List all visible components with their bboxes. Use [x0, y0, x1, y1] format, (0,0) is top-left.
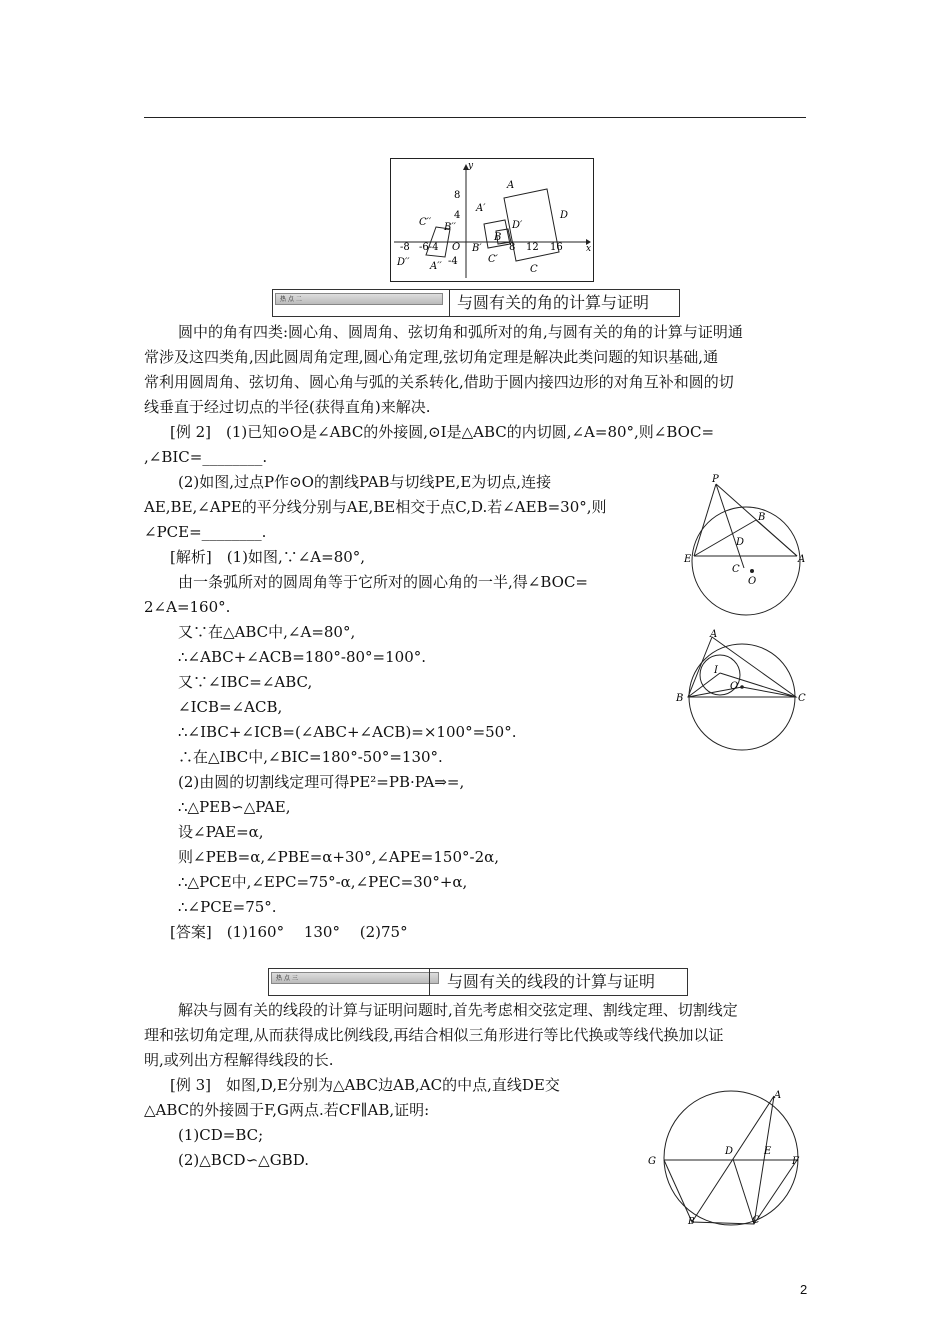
solution-line: ∴∠ABC+∠ACB=180°-80°=100°.	[178, 648, 427, 666]
x-axis-label: x	[586, 244, 592, 254]
label-B-double-prime: B′′	[444, 222, 456, 233]
label-D: D	[725, 1146, 734, 1157]
answer-line: [答案] (1)160° 130° (2)75°	[170, 923, 408, 941]
solution-line: ∴△PCE中,∠EPC=75°-α,∠PEC=30°+α,	[178, 873, 468, 891]
example-2-line: AE,BE,∠APE的平分线分别与AE,BE相交于点C,D.若∠AEB=30°,则	[144, 498, 607, 516]
text-line: 理和弦切角定理,从而获得成比例线段,再结合相似三角形进行等比代换或等线代换加以证	[144, 1026, 724, 1044]
header-rule	[144, 117, 806, 118]
solution-line: 由一条弧所对的圆周角等于它所对的圆心角的一半,得∠BOC=	[178, 573, 588, 591]
label-A: A	[710, 629, 718, 640]
label-D-double-prime: D′′	[397, 257, 410, 268]
label-D: D	[560, 210, 569, 221]
example-2-line: ,∠BIC=________.	[144, 448, 268, 466]
label-I: I	[714, 665, 718, 676]
section-tag: 热 点 二	[275, 293, 443, 305]
label-B: B	[688, 1217, 695, 1227]
label-C-prime: C′	[488, 254, 498, 265]
example-3-line: (2)△BCD∽△GBD.	[178, 1151, 309, 1169]
text-line: 圆中的角有四类:圆心角、圆周角、弦切角和弧所对的角,与圆有关的角的计算与证明通	[178, 323, 743, 341]
figure-secant-tangent	[682, 472, 812, 620]
label-A: A	[507, 180, 515, 191]
tick-xneg8: -8	[400, 242, 410, 253]
section-header-segments	[268, 968, 688, 996]
tick-xneg64: -6-4	[419, 242, 439, 253]
label-A-double-prime: A′′	[430, 261, 442, 272]
figure-coordinate-squares	[390, 158, 594, 282]
example-2-line: (2)如图,过点P作⊙O的割线PAB与切线PE,E为切点,连接	[178, 473, 552, 491]
text-line: 常涉及这四类角,因此圆周角定理,圆心角定理,弦切角定理是解决此类问题的知识基础,通	[144, 348, 719, 366]
label-C: C	[798, 693, 806, 704]
example-3-line: △ABC的外接圆于F,G两点.若CF∥AB,证明:	[144, 1101, 430, 1119]
tick-x12: 12	[526, 242, 539, 253]
section-divider	[449, 290, 450, 316]
section-title: 与圆有关的线段的计算与证明	[447, 972, 656, 991]
solution-line: 2∠A=160°.	[144, 598, 231, 616]
label-C: C	[732, 564, 740, 575]
label-B: B	[758, 512, 766, 523]
label-O: O	[730, 681, 739, 692]
label-F: F	[792, 1156, 799, 1167]
label-A: A	[774, 1090, 782, 1101]
label-C: C	[752, 1215, 760, 1226]
y-axis-label: y	[468, 161, 474, 171]
label-C: C	[530, 264, 538, 275]
page-number: 2	[800, 1282, 808, 1297]
label-E: E	[764, 1146, 772, 1157]
label-O: O	[748, 576, 757, 587]
example-3-line: [例 3] 如图,D,E分别为△ABC边AB,AC的中点,直线DE交	[170, 1076, 560, 1094]
label-B-prime: B′	[472, 243, 482, 254]
solution-line: 又∵∠IBC=∠ABC,	[178, 673, 313, 691]
tick-y4: 4	[454, 210, 461, 221]
origin-label: O	[452, 242, 461, 253]
solution-line: 则∠PEB=α,∠PBE=α+30°,∠APE=150°-2α,	[178, 848, 500, 866]
tick-x16: 16	[550, 242, 563, 253]
tick-x8: 8	[509, 242, 516, 253]
section-header-angles	[272, 289, 680, 317]
tick-y8: 8	[454, 190, 461, 201]
solution-line: 又∵在△ABC中,∠A=80°,	[178, 623, 356, 641]
solution-line: ∴在△IBC中,∠BIC=180°-50°=130°.	[178, 748, 443, 766]
figure-incircle-circumcircle	[672, 625, 812, 751]
section-divider	[429, 969, 430, 995]
section-tag: 热 点 三	[271, 972, 439, 984]
solution-line: ∠ICB=∠ACB,	[178, 698, 283, 716]
label-E: E	[684, 554, 692, 565]
solution-line: (2)由圆的切割线定理可得PE²=PB·PA⇒=,	[178, 773, 465, 791]
text-line: 常利用圆周角、弦切角、圆心角与弧的关系转化,借助于圆内接四边形的对角互补和圆的切	[144, 373, 734, 391]
label-A: A	[798, 554, 806, 565]
solution-line: ∴△PEB∽△PAE,	[178, 798, 291, 816]
example-3-line: (1)CD=BC;	[178, 1126, 264, 1144]
label-G: G	[648, 1156, 656, 1167]
label-D-prime: D′	[512, 220, 523, 231]
section-title: 与圆有关的角的计算与证明	[457, 293, 650, 312]
solution-line: ∴∠IBC+∠ICB=(∠ABC+∠ACB)=×100°=50°.	[178, 723, 517, 741]
text-line: 解决与圆有关的线段的计算与证明问题时,首先考虑相交弦定理、割线定理、切割线定	[178, 1001, 738, 1019]
tick-yneg4: -4	[448, 256, 458, 267]
label-D: D	[736, 537, 745, 548]
label-A-prime: A′	[476, 203, 486, 214]
figure-chord-midpoints	[644, 1080, 804, 1228]
solution-line: 设∠PAE=α,	[178, 823, 264, 841]
label-P: P	[712, 474, 719, 485]
label-B: B	[676, 693, 684, 704]
example-2-line: [例 2] (1)已知⊙O是∠ABC的外接圆,⊙I是△ABC的内切圆,∠A=80°,则∠BOC=	[170, 423, 715, 441]
text-line: 线垂直于经过切点的半径(获得直角)来解决.	[144, 398, 431, 416]
label-B: B	[494, 232, 502, 243]
example-2-line: ∠PCE=________.	[144, 523, 267, 541]
solution-line: ∴∠PCE=75°.	[178, 898, 277, 916]
solution-line: [解析] (1)如图,∵∠A=80°,	[170, 548, 366, 566]
text-line: 明,或列出方程解得线段的长.	[144, 1051, 334, 1069]
label-C-double-prime: C′′	[419, 217, 432, 228]
